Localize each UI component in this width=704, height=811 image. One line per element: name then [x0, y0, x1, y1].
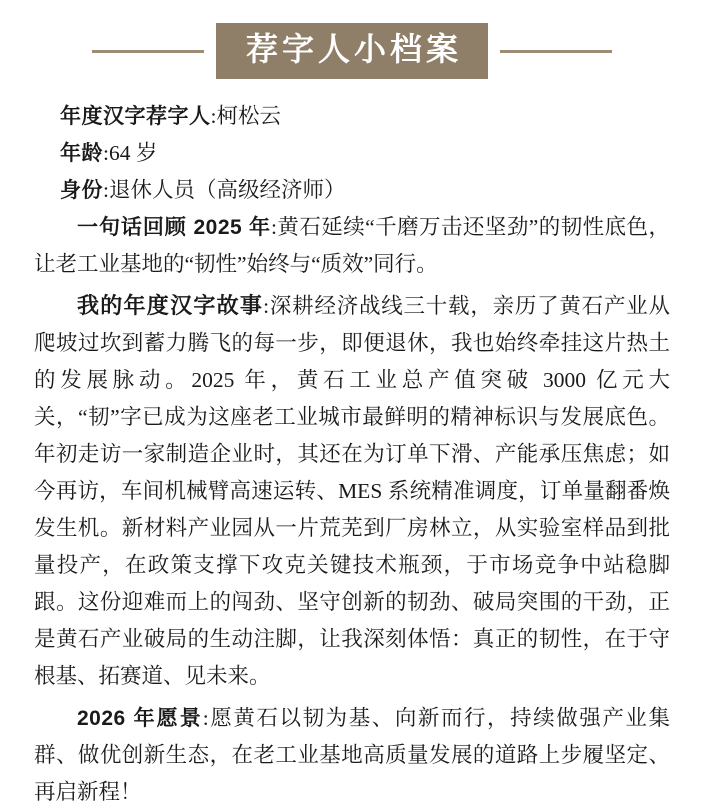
section-story-text: 深耕经济战线三十载，亲历了黄石产业从爬坡过坎到蓄力腾飞的每一步，即便退休，我也始终牵挂这片热土的发展脉动。2025 年，黄石工业总产值突破 3000 亿元大关，“韧”字已成为这座老工业城市最鲜明的精神标识与发展底色。年初走访一家制造企业时，其还在为订单下滑、产能承压焦虑；如今再访，车间机械臂高速运转、MES 系统精准调度，订单量翻番焕发生机。新材料产业园从一片荒芜到厂房林立，从实验室样品到批量投产，在政策支撑下攻克关键技术瓶颈，于市场竞争中站稳脚跟。这份迎难而上的闯劲、坚守创新的韧劲、破局突围的干劲，正是黄石产业破局的生动注脚，让我深刻体悟：真正的韧性，在于守根基、拓赛道、见未来。 — [34, 294, 670, 688]
section-review-2025-text: 黄石延续“千磨万击还坚劲”的韧性底色，让老工业基地的“韧性”始终与“质效”同行。 — [34, 215, 670, 276]
profile-field-age-label: 年龄 — [60, 142, 103, 165]
section-review-2025-sep: : — [270, 215, 277, 239]
header-rule-left — [92, 50, 204, 53]
profile-field-age-sep: : — [103, 141, 109, 165]
section-vision-2026-label: 2026 年愿景 — [77, 707, 203, 730]
header — [0, 14, 704, 88]
section-story-label: 我的年度汉字故事 — [77, 293, 264, 318]
profile-field-name — [34, 98, 670, 135]
section-story-sep: : — [263, 294, 270, 318]
section-review-2025 — [34, 209, 670, 283]
document-body — [0, 88, 704, 811]
profile-field-identity — [34, 172, 670, 209]
profile-field-age-value: 64 岁 — [108, 141, 158, 165]
section-story — [34, 287, 670, 695]
section-vision-2026-sep: : — [202, 706, 209, 730]
document-page — [0, 14, 704, 804]
section-vision-2026 — [34, 700, 670, 811]
profile-field-identity-sep: : — [103, 178, 109, 202]
profile-field-identity-value: 退休人员（高级经济师） — [108, 178, 346, 202]
page-title: 荐字人小档案 — [216, 23, 488, 78]
profile-field-name-sep: : — [210, 104, 217, 128]
profile-field-name-value: 柯松云 — [216, 104, 281, 128]
section-vision-2026-text: 愿黄石以韧为基、向新而行，持续做强产业集群、做优创新生态，在老工业基地高质量发展的道路上步履坚定、再启新程！ — [34, 706, 670, 804]
header-rule-right — [500, 50, 612, 53]
section-review-2025-label: 一句话回顾 2025 年 — [77, 216, 271, 239]
profile-field-age — [34, 135, 670, 172]
profile-field-identity-label: 身份 — [60, 179, 103, 202]
profile-field-name-label: 年度汉字荐字人 — [60, 105, 211, 128]
